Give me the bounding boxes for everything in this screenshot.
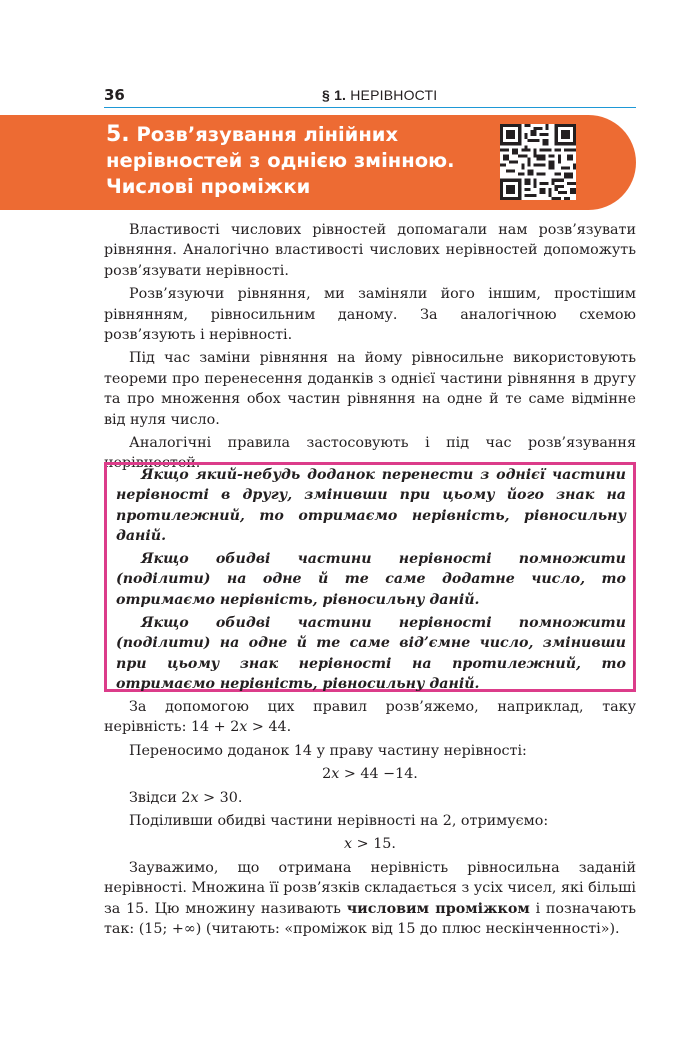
example-paragraph: Зауважимо, що отримана нерівність рівносильна заданій нерівності. Множина її розв’язків складається з усіх чисел, які більші за 15. Цю множину називають числовим проміжком і позначають так: (15; +∞) (читають: «проміжок від 15 до плюс нескінченності»). — [104, 859, 637, 938]
term-numeric-interval: числовим проміжком — [346, 900, 530, 917]
example-paragraph — [104, 697, 636, 738]
equation: 2x > 44 −14. — [322, 766, 418, 783]
header-divider — [104, 107, 636, 108]
intro-paragraph: Розв’язуючи рівняння, ми заміняли його іншим, простішим рівнянням, рівносильним даному. За аналогічною схемою розв’язують і нерівності. — [104, 286, 636, 344]
section-title: НЕРІВНОСТІ — [350, 87, 438, 103]
example-paragraph: Поділивши обидві частини нерівності на 2, отримуємо: — [129, 813, 549, 830]
example-intro: За допомогою цих правил розв’яжемо, наприклад, таку нерівність: — [104, 699, 636, 736]
chapter-title-text: Розв’язування лінійних нерівностей з однією змінною. Числові проміжки — [106, 123, 455, 198]
intro-paragraph: Аналогічні правила застосовують і під час розв’язування нерівностей. — [104, 435, 636, 472]
example-text — [104, 697, 636, 942]
intro-text — [104, 220, 636, 477]
rule-item: Якщо обидві частини нерівності помножити (поділити) на одне й те саме додатне число, то отримаємо нерівність, рівносильну даній. — [116, 551, 626, 608]
example-inequality: 14 + 2x > 44. — [190, 719, 292, 736]
qr-code-icon[interactable] — [500, 124, 576, 200]
chapter-title — [106, 122, 506, 200]
rule-item: Якщо який-небудь доданок перенести з однієї частини нерівності в другу, змінивши при цьому його знак на протилежний, то отримаємо нерівність, рівносильну даній. — [116, 467, 626, 544]
section-mark: § 1. — [322, 87, 347, 103]
intro-paragraph: Властивості числових рівностей допомагали нам розв’язувати рівняння. Аналогічно властивості числових нерівностей допоможуть розв’язувати нерівності. — [104, 222, 636, 279]
equation: x > 15. — [344, 836, 396, 853]
example-paragraph: Переносимо доданок 14 у праву частину нерівності: — [129, 742, 527, 759]
intro-paragraph: Під час заміни рівняння на йому рівносильне використовують теореми про перенесення доданків з однієї частини рівняння в другу та про множення обох частин рівняння на одне й те саме відмінне від нуля число. — [104, 350, 636, 428]
example-paragraph: Звідси 2x > 30. — [129, 789, 243, 806]
chapter-number: 5. — [106, 122, 130, 147]
rule-item: Якщо обидві частини нерівності помножити (поділити) на одне й те саме від’ємне число, змінивши при цьому знак нерівності на протилежний, то отримаємо нерівність, рівносильну даній. — [116, 615, 626, 692]
page-header — [104, 86, 636, 108]
section-label — [322, 87, 437, 103]
page-number: 36 — [104, 86, 125, 104]
rule-text — [116, 465, 626, 697]
